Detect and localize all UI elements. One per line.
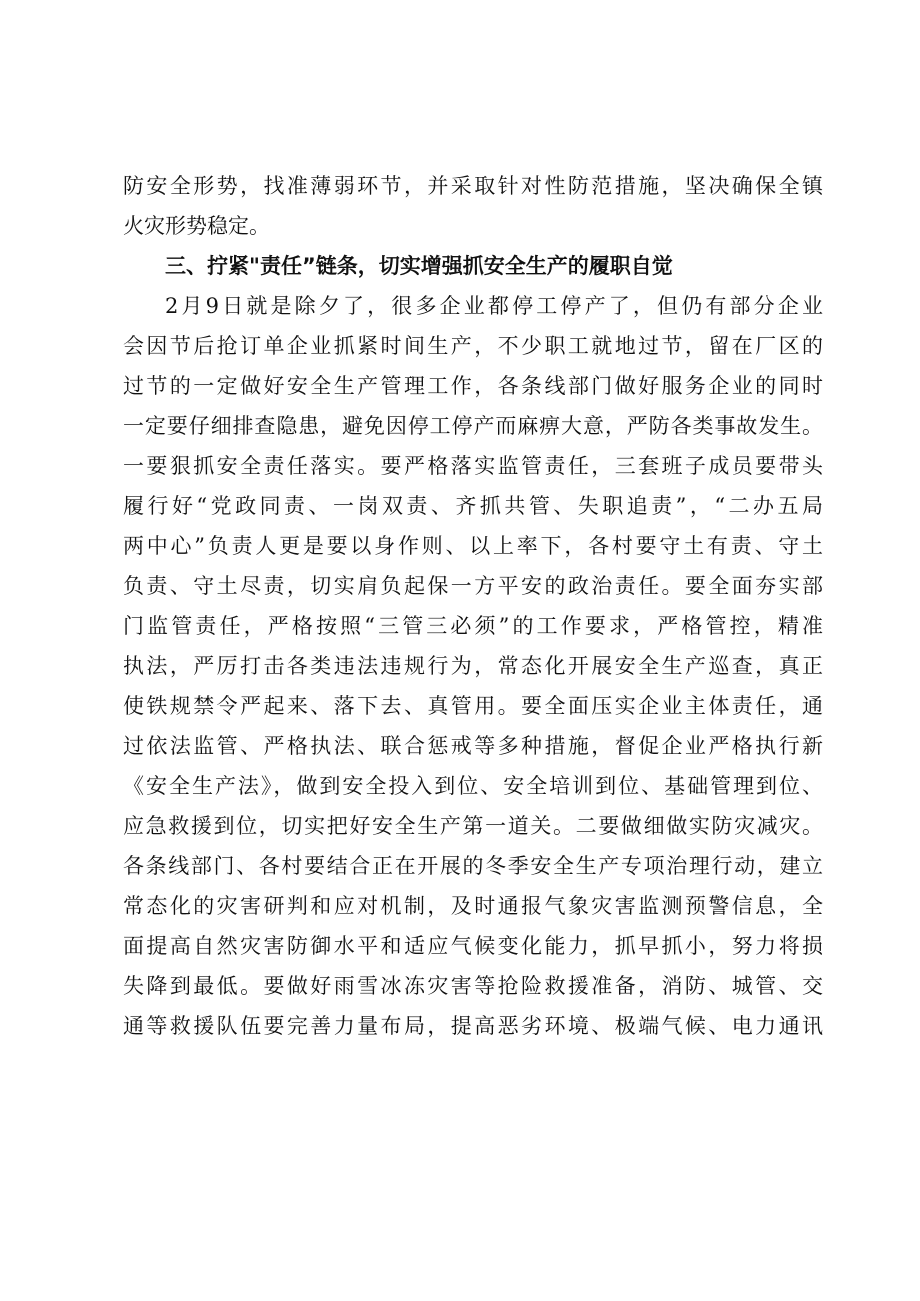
text-line: 防安全形势，找准薄弱环节，并采取针对性防范措施，坚决确保全镇 bbox=[123, 174, 823, 198]
text-line: 使铁规禁令严起来、落下去、真管用。要全面压实企业主体责任，通 bbox=[123, 694, 823, 718]
text-line: 执法，严厉打击各类违法违规行为，常态化开展安全生产巡查，真正 bbox=[123, 654, 823, 678]
text-line: 《安全生产法》，做到安全投入到位、安全培训到位、基础管理到位、 bbox=[123, 774, 823, 798]
text-line: 2月9日就是除夕了，很多企业都停工停产了，但仍有部分企业 bbox=[165, 294, 823, 318]
text-line: 过节的一定做好安全生产管理工作，各条线部门做好服务企业的同时 bbox=[123, 374, 823, 398]
section-heading: 三、拧紧"责任”链条，切实增强抓安全生产的履职自觉 bbox=[165, 254, 673, 278]
text-line: 两中心”负责人更是要以身作则、以上率下，各村要守土有责、守土 bbox=[123, 534, 823, 558]
text-line: 火灾形势稳定。 bbox=[123, 214, 270, 238]
text-line: 各条线部门、各村要结合正在开展的冬季安全生产专项治理行动，建立 bbox=[123, 854, 823, 878]
section-heading-block bbox=[123, 246, 823, 286]
text-line: 失降到最低。要做好雨雪冰冻灾害等抢险救援准备，消防、城管、交 bbox=[123, 974, 823, 998]
text-line: 门监管责任，严格按照“三管三必须”的工作要求，严格管控，精准 bbox=[123, 614, 823, 638]
text-line: 面提高自然灾害防御水平和适应气候变化能力，抓早抓小，努力将损 bbox=[123, 934, 823, 958]
text-line: 常态化的灾害研判和应对机制，及时通报气象灾害监测预警信息，全 bbox=[123, 894, 823, 918]
text-line: 一定要仔细排查隐患，避免因停工停产而麻痹大意，严防各类事故发生。 bbox=[123, 414, 823, 438]
text-line: 负责、守土尽责，切实肩负起保一方平安的政治责任。要全面夯实部 bbox=[123, 574, 823, 598]
text-line: 履行好“党政同责、一岗双责、齐抓共管、失职追责”，“二办五局 bbox=[123, 494, 823, 518]
body-paragraph bbox=[123, 286, 823, 1046]
text-line: 过依法监管、严格执法、联合惩戒等多种措施，督促企业严格执行新 bbox=[123, 734, 823, 758]
intro-paragraph-tail bbox=[123, 166, 823, 246]
text-line: 应急救援到位，切实把好安全生产第一道关。二要做细做实防灾减灾。 bbox=[123, 814, 823, 838]
text-line: 通等救援队伍要完善力量布局，提高恶劣环境、极端气候、电力通讯 bbox=[123, 1014, 823, 1038]
text-line: 会因节后抢订单企业抓紧时间生产，不少职工就地过节，留在厂区的 bbox=[123, 334, 823, 358]
text-line: 一要狠抓安全责任落实。要严格落实监管责任，三套班子成员要带头 bbox=[123, 454, 823, 478]
